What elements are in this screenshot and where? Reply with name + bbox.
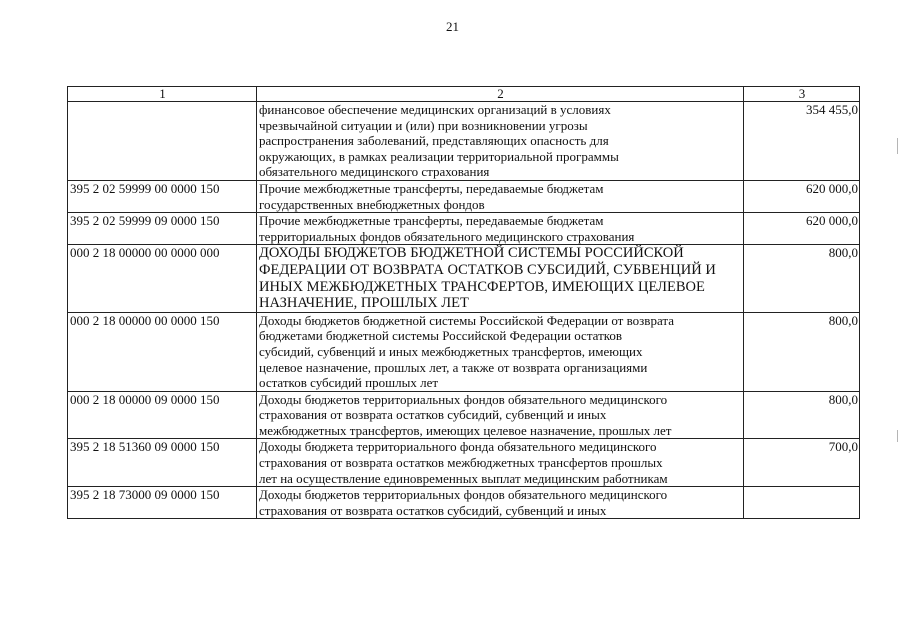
revenue-name-line: государственных внебюджетных фондов: [259, 196, 485, 212]
revenue-name-cell: [257, 312, 744, 391]
revenue-name-line: Доходы бюджета территориального фонда обязательного медицинского: [259, 439, 657, 455]
revenue-name-line: страхования от возврата остатков межбюджетных трансфертов прошлых: [259, 455, 663, 471]
amount-cell: 800,0: [744, 391, 860, 439]
revenue-name-line: территориальных фондов обязательного медицинского страхования: [259, 228, 635, 244]
revenue-name-line: окружающих, в рамках реализации территориальной программы: [259, 148, 619, 164]
column-header-amount: 3: [744, 87, 860, 102]
revenue-name-line: страхования от возврата остатков субсидий, субвенций и иных: [259, 407, 607, 423]
revenue-name-line: субсидий, субвенций и иных межбюджетных трансфертов, имеющих: [259, 343, 643, 359]
budget-code-cell: 395 2 02 59999 09 0000 150: [68, 213, 257, 245]
budget-code-cell: [68, 102, 257, 181]
table-row: [68, 391, 860, 439]
revenue-name-cell: [257, 180, 744, 212]
revenue-name-line: ДОХОДЫ БЮДЖЕТОВ БЮДЖЕТНОЙ СИСТЕМЫ РОССИЙСКОЙ: [259, 245, 684, 262]
revenue-name-line: ИНЫХ МЕЖБЮДЖЕТНЫХ ТРАНСФЕРТОВ, ИМЕЮЩИХ ЦЕЛЕВОЕ: [259, 278, 705, 295]
revenue-name-cell: [257, 102, 744, 181]
table-row: [68, 213, 860, 245]
revenue-name-line: Прочие межбюджетные трансферты, передаваемые бюджетам: [259, 213, 604, 229]
revenue-name-cell: [257, 439, 744, 487]
revenue-name-line: бюджетами бюджетной системы Российской Федерации остатков: [259, 328, 623, 344]
amount-cell: 700,0: [744, 439, 860, 487]
table-row: [68, 487, 860, 519]
revenue-name-line: распространения заболеваний, представляющих опасность для: [259, 133, 609, 149]
revenue-name-line: остатков субсидий прошлых лет: [259, 375, 439, 391]
budget-code-cell: 395 2 18 51360 09 0000 150: [68, 439, 257, 487]
budget-code-cell: 395 2 18 73000 09 0000 150: [68, 487, 257, 519]
amount-cell: 354 455,0: [744, 102, 860, 181]
revenue-name-cell: [257, 245, 744, 312]
table-body: [68, 102, 860, 519]
revenue-name-line: НАЗНАЧЕНИЕ, ПРОШЛЫХ ЛЕТ: [259, 295, 469, 312]
revenue-name-line: целевое назначение, прошлых лет, а также от возврата организациями: [259, 359, 648, 375]
scan-edge-mark: [897, 430, 898, 442]
revenue-name-line: лет на осуществление единовременных выплат медицинским работникам: [259, 470, 668, 486]
revenue-name-cell: [257, 213, 744, 245]
amount-cell: 620 000,0: [744, 180, 860, 212]
revenue-name-cell: [257, 487, 744, 519]
revenue-name-line: финансовое обеспечение медицинских организаций в условиях: [259, 102, 611, 117]
revenue-name-line: Доходы бюджетов бюджетной системы Российской Федерации от возврата: [259, 312, 674, 328]
revenue-name-line: Доходы бюджетов территориальных фондов обязательного медицинского: [259, 487, 668, 503]
budget-code-cell: 000 2 18 00000 00 0000 150: [68, 312, 257, 391]
table-row: [68, 245, 860, 312]
revenue-name-line: обязательного медицинского страхования: [259, 164, 490, 180]
scan-edge-mark: [897, 138, 898, 154]
budget-revenue-table: [67, 86, 860, 519]
table-header-row: [68, 87, 860, 102]
table-row: [68, 312, 860, 391]
budget-code-cell: 000 2 18 00000 00 0000 000: [68, 245, 257, 312]
budget-code-cell: 000 2 18 00000 09 0000 150: [68, 391, 257, 439]
table-row: [68, 102, 860, 181]
table-row: [68, 180, 860, 212]
page-number: 21: [446, 19, 459, 34]
amount-cell: [744, 487, 860, 519]
revenue-name-line: чрезвычайной ситуации и (или) при возникновении угрозы: [259, 117, 588, 133]
revenue-name-line: межбюджетных трансфертов, имеющих целевое назначение, прошлых лет: [259, 422, 672, 438]
table-row: [68, 439, 860, 487]
column-header-code: 1: [68, 87, 257, 102]
revenue-name-line: Доходы бюджетов территориальных фондов обязательного медицинского: [259, 391, 668, 407]
amount-cell: 800,0: [744, 245, 860, 312]
revenue-name-line: страхования от возврата остатков субсидий, субвенций и иных: [259, 502, 607, 518]
amount-cell: 800,0: [744, 312, 860, 391]
revenue-name-line: Прочие межбюджетные трансферты, передаваемые бюджетам: [259, 180, 604, 196]
column-header-name: 2: [257, 87, 744, 102]
revenue-name-line: ФЕДЕРАЦИИ ОТ ВОЗВРАТА ОСТАТКОВ СУБСИДИЙ, СУБВЕНЦИЙ И: [259, 261, 716, 278]
revenue-name-cell: [257, 391, 744, 439]
amount-cell: 620 000,0: [744, 213, 860, 245]
budget-code-cell: 395 2 02 59999 00 0000 150: [68, 180, 257, 212]
